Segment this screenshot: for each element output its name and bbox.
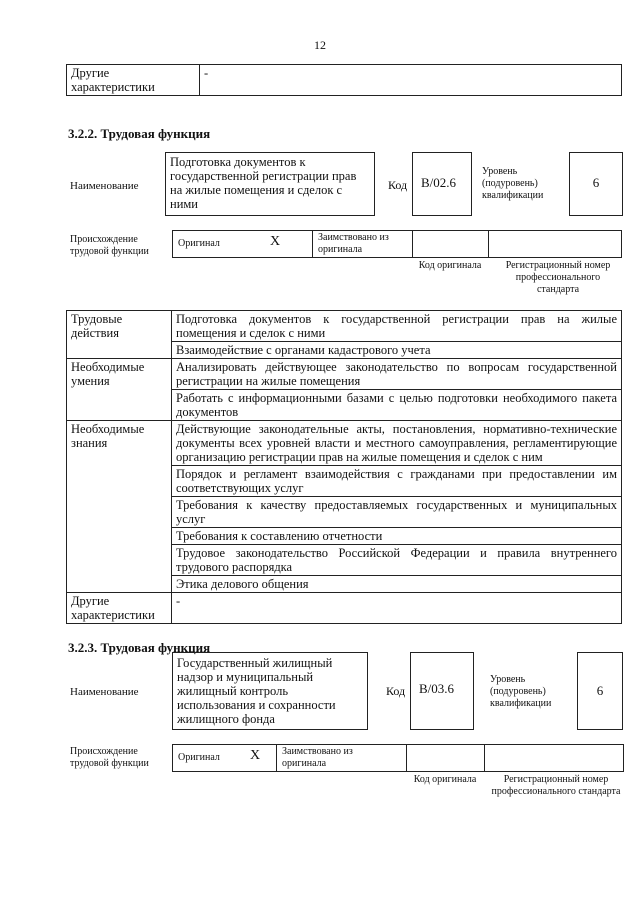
action-item: Взаимодействие с органами кадастрового учета xyxy=(172,342,622,359)
reg-num-label-322: Регистрационный номер профессионального стандарта xyxy=(505,260,611,295)
name-label-323: Наименование xyxy=(70,686,139,698)
labor-function-table xyxy=(66,310,622,624)
code-value-322: B/02.6 xyxy=(412,152,472,216)
other-characteristics-value: - xyxy=(200,65,622,96)
origin-label-322: Происхождение трудовой функции xyxy=(70,234,149,257)
code-label-323: Код xyxy=(386,684,406,698)
original-label-323: Оригинал xyxy=(178,752,220,763)
original-label-322: Оригинал xyxy=(178,238,220,249)
top-characteristics-table xyxy=(66,64,622,96)
level-label-323: Уровень (подуровень) квалификации xyxy=(490,674,552,709)
divider xyxy=(276,744,277,772)
page-number: 12 xyxy=(314,38,326,52)
origin-box-323 xyxy=(172,744,624,772)
level-label-322: Уровень (подуровень) квалификации xyxy=(482,166,544,201)
divider xyxy=(484,744,485,772)
knowledge-item: Порядок и регламент взаимодействия с гражданами при предоставлении им соответствующих услуг xyxy=(172,466,622,497)
divider xyxy=(312,230,313,258)
divider xyxy=(406,744,407,772)
skill-item: Анализировать действующее законодательство по вопросам государственной регистрации на жилые помещения xyxy=(172,359,622,390)
action-item: Подготовка документов к государственной регистрации прав на жилые помещения и сделок с ними xyxy=(172,311,622,342)
origin-label-323: Происхождение трудовой функции xyxy=(70,746,149,769)
borrowed-label-322: Заимствовано из оригинала xyxy=(318,232,389,255)
reg-num-label-323: Регистрационный номер профессионального стандарта xyxy=(491,774,621,797)
original-mark-322: X xyxy=(270,234,281,249)
other-label: Другие характеристики xyxy=(67,593,172,624)
code-label-322: Код xyxy=(388,178,408,192)
knowledge-item: Действующие законодательные акты, постановления, нормативно-технические документы всех уровней власти и местного самоуправления, регламентирующие организацию регистрации прав на жилые помещения и сделок с ним xyxy=(172,421,622,466)
code-value-323: B/03.6 xyxy=(410,652,474,730)
level-value-323: 6 xyxy=(577,652,623,730)
name-label-322: Наименование xyxy=(70,180,139,192)
original-mark-323: X xyxy=(250,748,261,763)
knowledge-item: Требования к качеству предоставляемых государственных и муниципальных услуг xyxy=(172,497,622,528)
name-value-322: Подготовка документов к государственной регистрации прав на жилые помещения и сделок с ними xyxy=(165,152,375,216)
other-value: - xyxy=(172,593,622,624)
name-value-323: Государственный жилищный надзор и муниципальный жилищный контроль использования и сохранности жилищного фонда xyxy=(172,652,368,730)
knowledge-item: Этика делового общения xyxy=(172,576,622,593)
skill-item: Работать с информационными базами с целью подготовки необходимого пакета документов xyxy=(172,390,622,421)
borrowed-label-323: Заимствовано из оригинала xyxy=(282,746,353,769)
knowledge-item: Трудовое законодательство Российской Федерации и правила внутреннего трудового распорядка xyxy=(172,545,622,576)
code-orig-label-322: Код оригинала xyxy=(418,260,482,271)
level-value-322: 6 xyxy=(569,152,623,216)
actions-label: Трудовые действия xyxy=(67,311,172,359)
divider xyxy=(488,230,489,258)
divider xyxy=(412,230,413,258)
skills-label: Необходимые умения xyxy=(67,359,172,421)
knowledge-item: Требования к составлению отчетности xyxy=(172,528,622,545)
other-characteristics-label: Другие характеристики xyxy=(67,65,200,96)
code-orig-label-323: Код оригинала xyxy=(413,774,477,785)
section-heading-322: 3.2.2. Трудовая функция xyxy=(68,126,211,141)
knowledge-label: Необходимые знания xyxy=(67,421,172,593)
section-heading-323: 3.2.3. Трудовая функция xyxy=(68,640,211,655)
